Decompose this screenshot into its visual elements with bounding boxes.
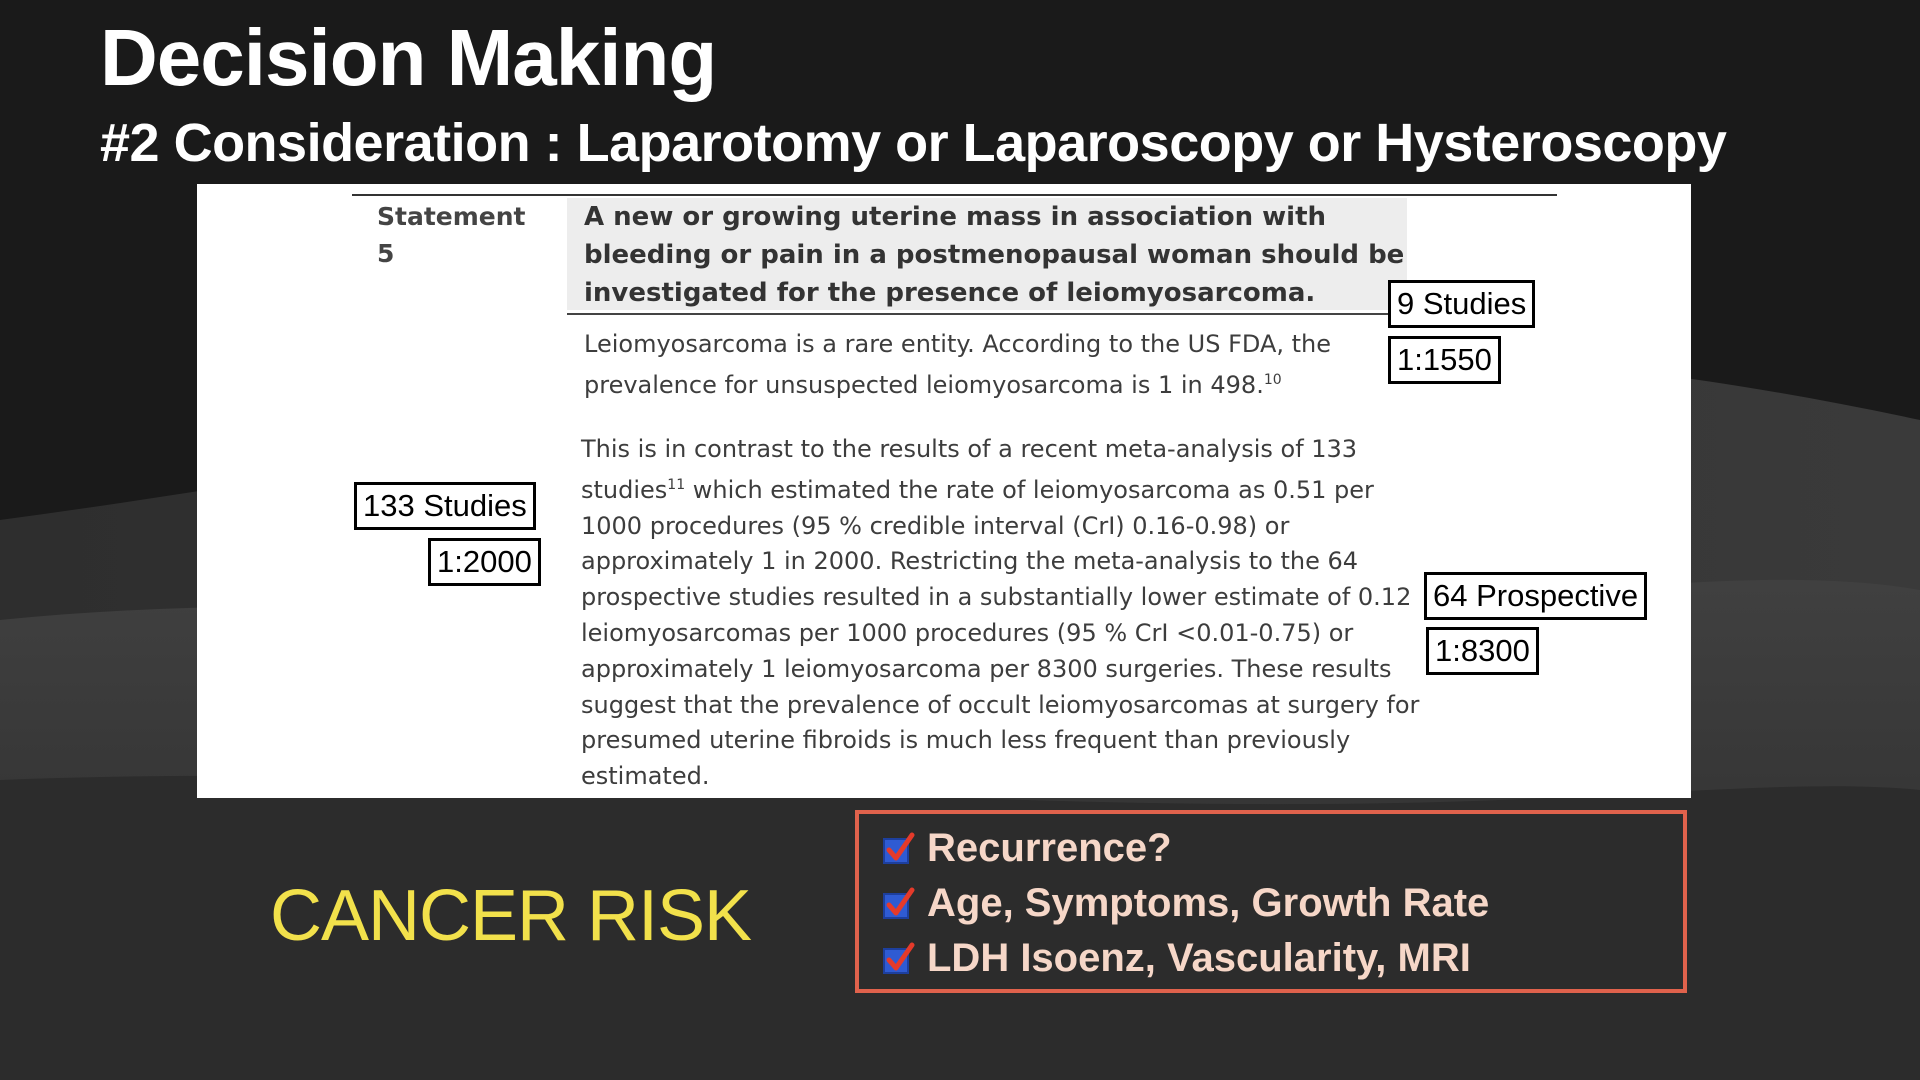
statement-number: 5 — [377, 239, 395, 268]
tag-64-prospective: 64 Prospective — [1424, 572, 1647, 620]
paragraph-meta-part1: This is in contrast to the results of a recent meta-analysis of 133 studies — [581, 435, 1358, 504]
paragraph-meta-part2: which estimated the rate of leiomyosarcoma as 0.51 per 1000 procedures (95 % credible interval (CrI) 0.16-0.98) or approximately 1 in 2000. Restricting the meta-analysis to the 64 prospective studies resulted in a substantially lower estimate of 0.12 leiomyosarcomas per 1000 procedures (95 % CrI <0.01-0.75) or approximately 1 leiomyosarcoma per 8300 surgeries. These results suggest that the prevalence of occult leiomyosarcomas at surgery for presumed uterine fibroids is much less frequent than previously estimated. — [581, 475, 1420, 791]
paragraph-fda — [584, 326, 1404, 403]
slide-subtitle: #2 Consideration : Laparotomy or Laparoscopy or Hysteroscopy — [100, 113, 1727, 173]
tag-9-studies: 9 Studies — [1388, 280, 1535, 328]
paragraph-meta-analysis — [581, 432, 1441, 795]
statement-label — [377, 198, 537, 272]
statement-heading: A new or growing uterine mass in association with bleeding or pain in a postmenopausal woman should be investigated for the presence of leiomyosarcoma. — [584, 202, 1405, 308]
checklist-item-label: LDH Isoenz, Vascularity, MRI — [927, 936, 1471, 980]
checkbox-checked-icon — [881, 942, 915, 976]
cancer-risk-label: CANCER RISK — [270, 876, 752, 956]
reference-11: 11 — [667, 476, 686, 493]
tag-ratio-1550: 1:1550 — [1388, 336, 1501, 384]
checklist-item-ldh — [881, 936, 1471, 981]
tag-ratio-2000: 1:2000 — [428, 538, 541, 586]
checklist-item-label: Recurrence? — [927, 826, 1172, 870]
reference-10: 10 — [1263, 372, 1282, 388]
checklist-item-age-symptoms — [881, 881, 1489, 926]
paragraph-fda-text: Leiomyosarcoma is a rare entity. According to the US FDA, the prevalence for unsuspected leiomyosarcoma is 1 in 498. — [584, 330, 1332, 399]
heading-rule — [567, 313, 1407, 315]
top-rule — [352, 194, 1557, 196]
tag-ratio-8300: 1:8300 — [1426, 627, 1539, 675]
slide-title: Decision Making — [100, 13, 717, 102]
tag-133-studies: 133 Studies — [354, 482, 536, 530]
checkbox-checked-icon — [881, 832, 915, 866]
checklist-item-recurrence — [881, 826, 1172, 871]
considerations-checklist — [855, 810, 1687, 993]
statement-label-text: Statement — [377, 202, 526, 231]
checklist-item-label: Age, Symptoms, Growth Rate — [927, 881, 1490, 925]
checkbox-checked-icon — [881, 887, 915, 921]
